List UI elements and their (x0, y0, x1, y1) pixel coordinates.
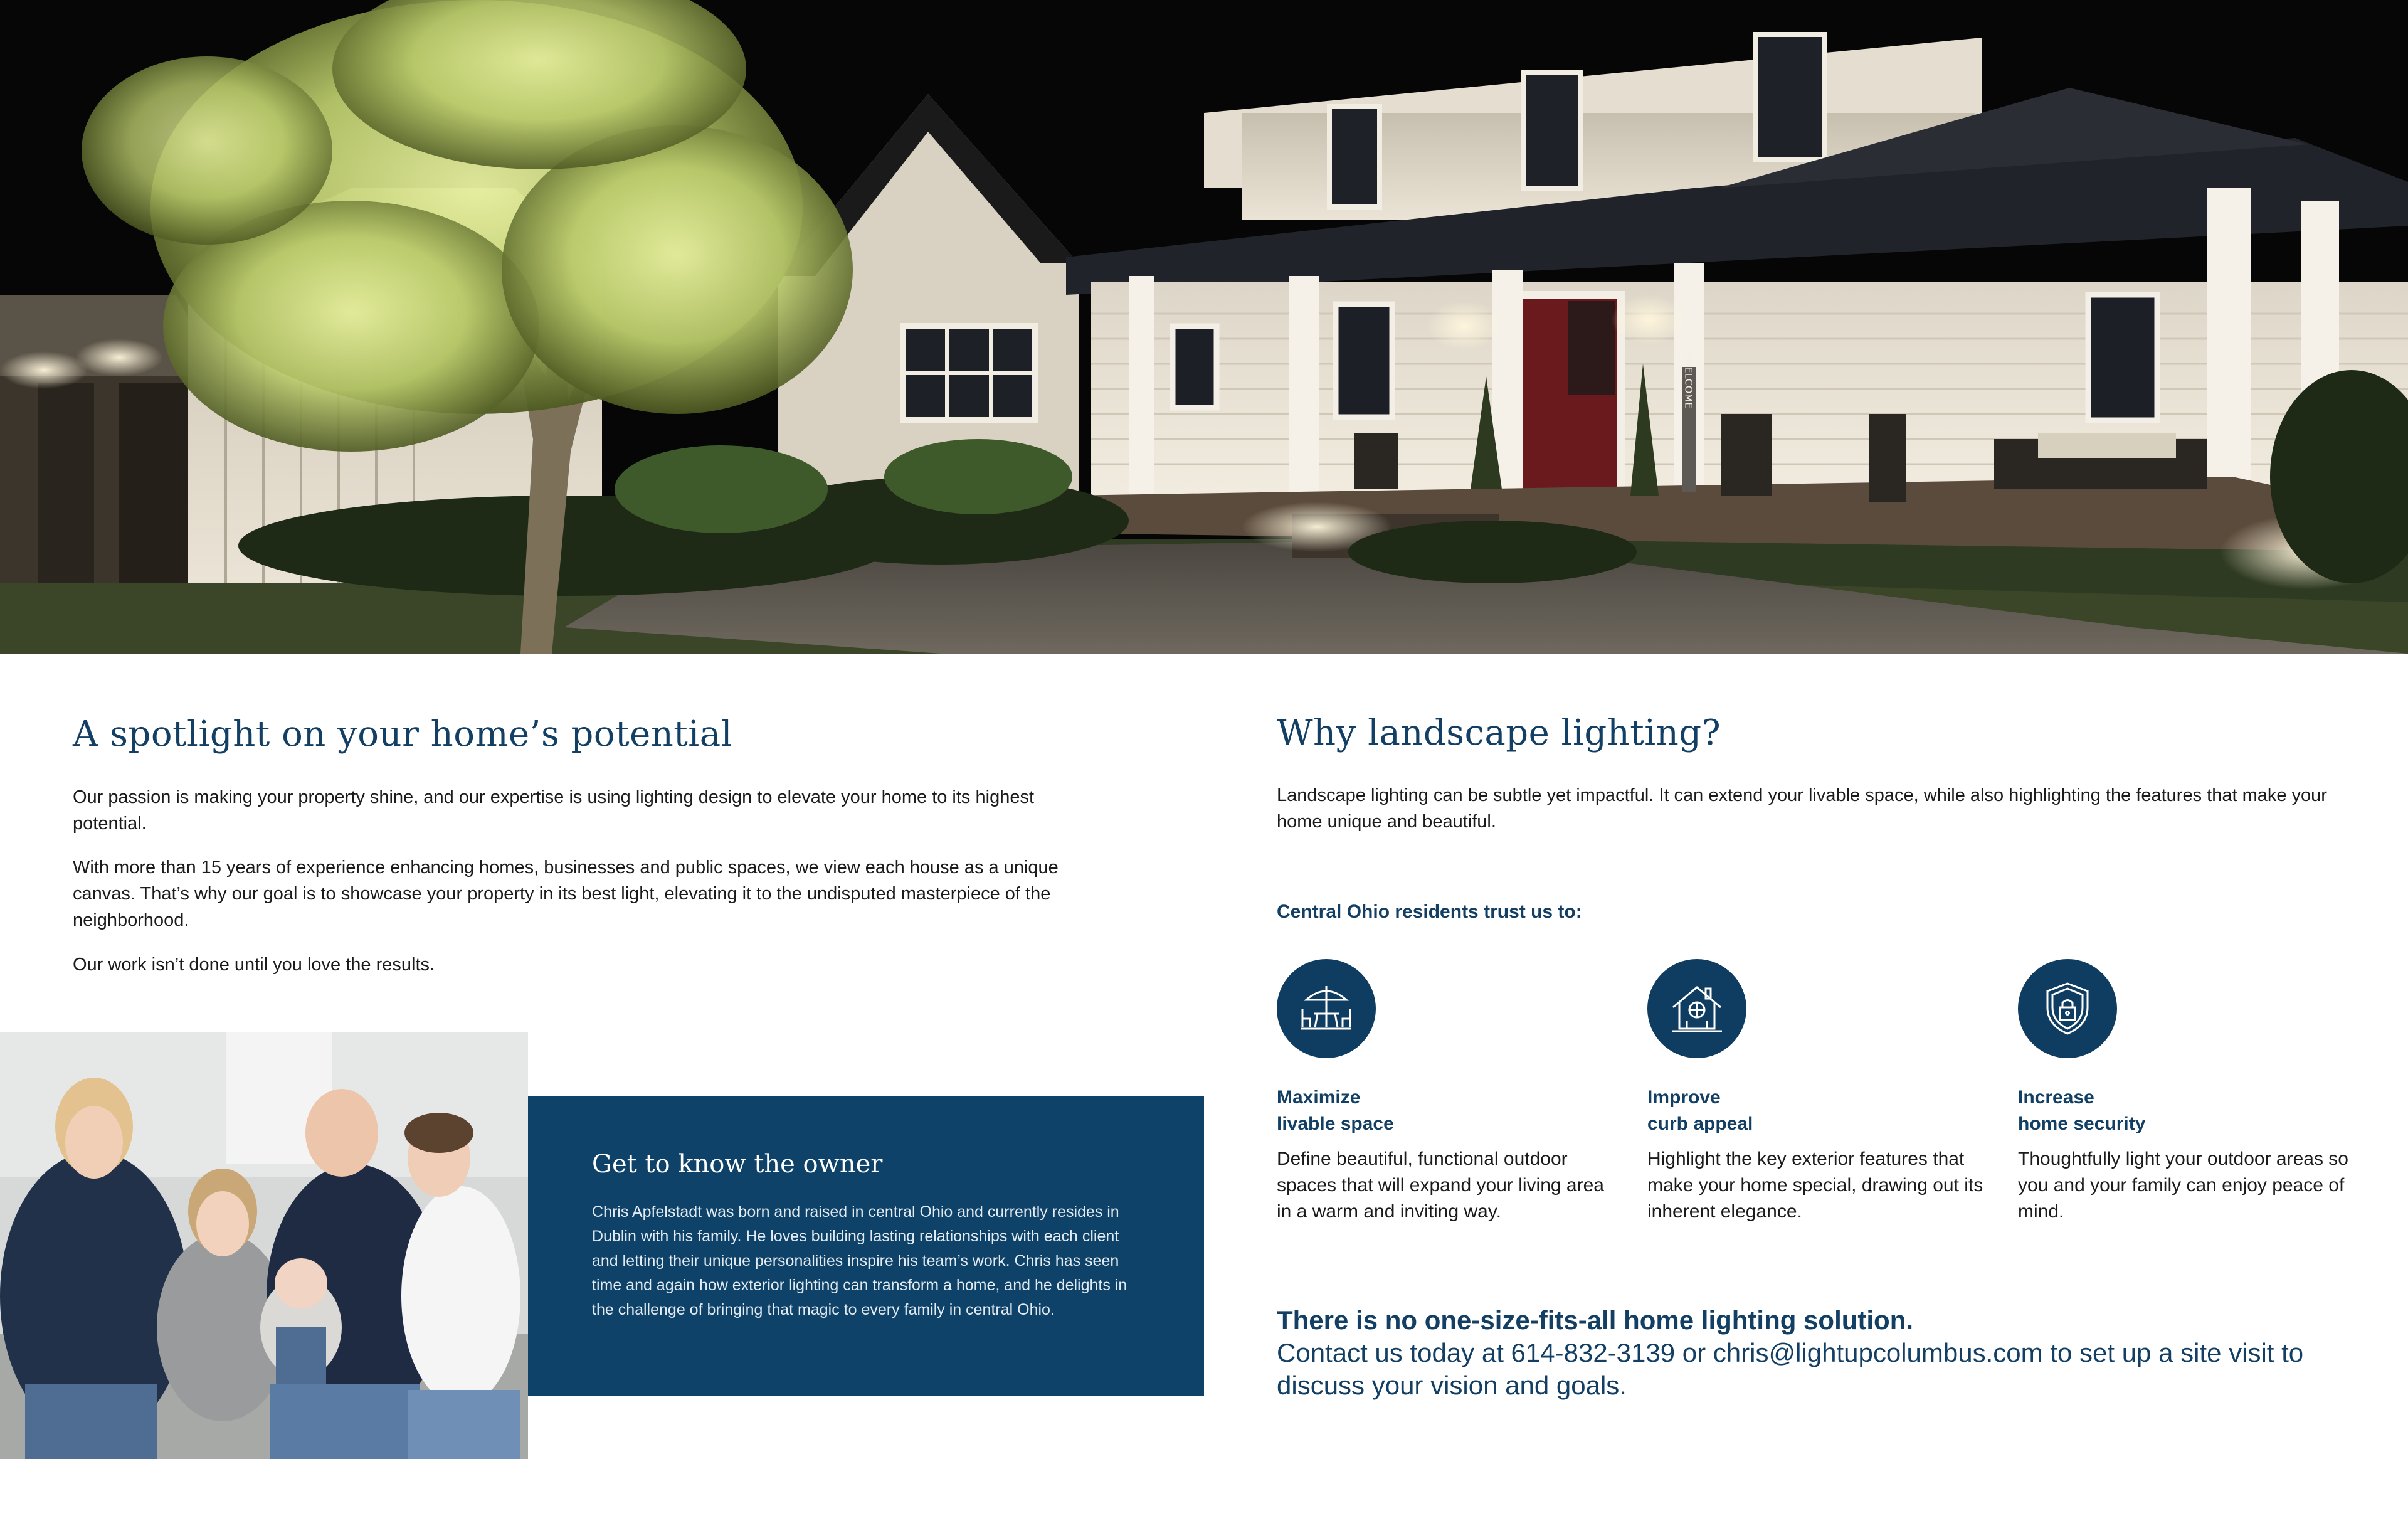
patio-umbrella-table-icon (1277, 959, 1376, 1058)
contact-call-to-action (1277, 1304, 2355, 1402)
owner-bio: Chris Apfelstadt was born and raised in central Ohio and currently resides in Dublin with his family. He loves building lasting relationships with each client and letting their unique personalities inspire his team’s work. Chris has seen time and again how exterior lighting can transform a home, and he delights in the challenge of bringing that magic to every family in central Ohio. (592, 1203, 1127, 1318)
welcome-sign-text: WELCOME (1682, 356, 1695, 409)
house-icon (1647, 959, 1746, 1058)
why-lighting-paragraph: Landscape lighting can be subtle yet impactful. It can extend your livable space, while also highlighting the features that make your home unique and beautiful. (1277, 785, 2327, 832)
benefit-desc-curb-appeal: Highlight the key exterior features that make your home special, drawing out its inherent elegance. (1647, 1148, 1983, 1222)
spotlight-heading: A spotlight on your home’s potential (73, 714, 733, 755)
intro-paragraph-passion: Our passion is making your property shine, and our expertise is using lighting design to elevate your home to its highest potential. (73, 787, 1035, 834)
benefit-title-home-security: Increase home security (2018, 1087, 2146, 1134)
benefit-title-curb-appeal: Improve curb appeal (1647, 1087, 1753, 1134)
benefit-title-livable-space: Maximize livable space (1277, 1087, 1394, 1134)
cta-contact-text: Contact us today at 614-832-3139 or chris@lightupcolumbus.com to set up a site visit to discuss your vision and goals. (1277, 1338, 2304, 1400)
hero-photo-house-at-night (0, 0, 2408, 654)
shield-lock-icon (2018, 959, 2117, 1058)
benefit-desc-home-security: Thoughtfully light your outdoor areas so you and your family can enjoy peace of mind. (2018, 1148, 2348, 1222)
cta-headline: There is no one-size-fits-all home lighting solution. (1277, 1305, 1914, 1335)
owner-heading: Get to know the owner (592, 1150, 883, 1179)
intro-paragraph-results: Our work isn’t done until you love the results. (73, 955, 435, 975)
intro-paragraph-experience: With more than 15 years of experience enhancing homes, businesses and public spaces, we view each house as a unique canvas. That’s why our goal is to showcase your property in its best light, elevating it to the undisputed masterpiece of the neighborhood. (73, 857, 1059, 930)
trust-label: Central Ohio residents trust us to: (1277, 901, 1582, 922)
owner-family-photo (0, 1032, 528, 1459)
why-landscape-lighting-heading: Why landscape lighting? (1277, 713, 1721, 753)
benefit-desc-livable-space: Define beautiful, functional outdoor spaces that will expand your living area in a warm and inviting way. (1277, 1148, 1604, 1222)
